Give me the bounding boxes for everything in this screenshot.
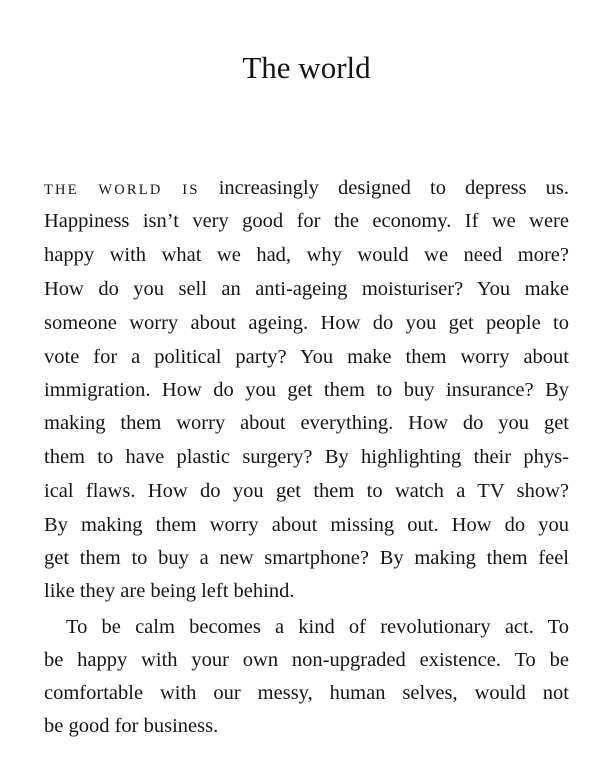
- text-line: To be calm becomes a kind of revolutionary act. To: [66, 616, 569, 638]
- text-line: get them to buy a new smartphone? By making them feel: [44, 547, 569, 569]
- text-line: [44, 175, 569, 203]
- text-line: How do you sell an anti-ageing moisturiser? You make: [44, 278, 569, 300]
- text-line: happy with what we had, why would we need more?: [44, 244, 569, 266]
- text-line: someone worry about ageing. How do you get people to: [44, 312, 569, 334]
- text-line: vote for a political party? You make them worry about: [44, 346, 569, 368]
- text-line: be happy with your own non-upgraded existence. To be: [44, 649, 569, 671]
- text-line: like they are being left behind.: [44, 580, 295, 602]
- line-text: increasingly designed to depress us.: [199, 177, 570, 199]
- text-line: them to have plastic surgery? By highlighting their phys-: [44, 446, 569, 468]
- text-line: be good for business.: [44, 715, 219, 737]
- text-line: By making them worry about missing out. How do you: [44, 514, 569, 536]
- text-line: comfortable with our messy, human selves, would not: [44, 682, 569, 704]
- lead-in-small-caps: THE WORLD IS: [44, 182, 200, 198]
- chapter-title: The world: [242, 50, 371, 85]
- text-line: Happiness isn’t very good for the economy. If we were: [44, 210, 569, 232]
- text-line: immigration. How do you get them to buy insurance? By: [44, 379, 569, 401]
- text-line: ical flaws. How do you get them to watch a TV show?: [44, 480, 569, 502]
- text-line: making them worry about everything. How do you get: [44, 412, 569, 434]
